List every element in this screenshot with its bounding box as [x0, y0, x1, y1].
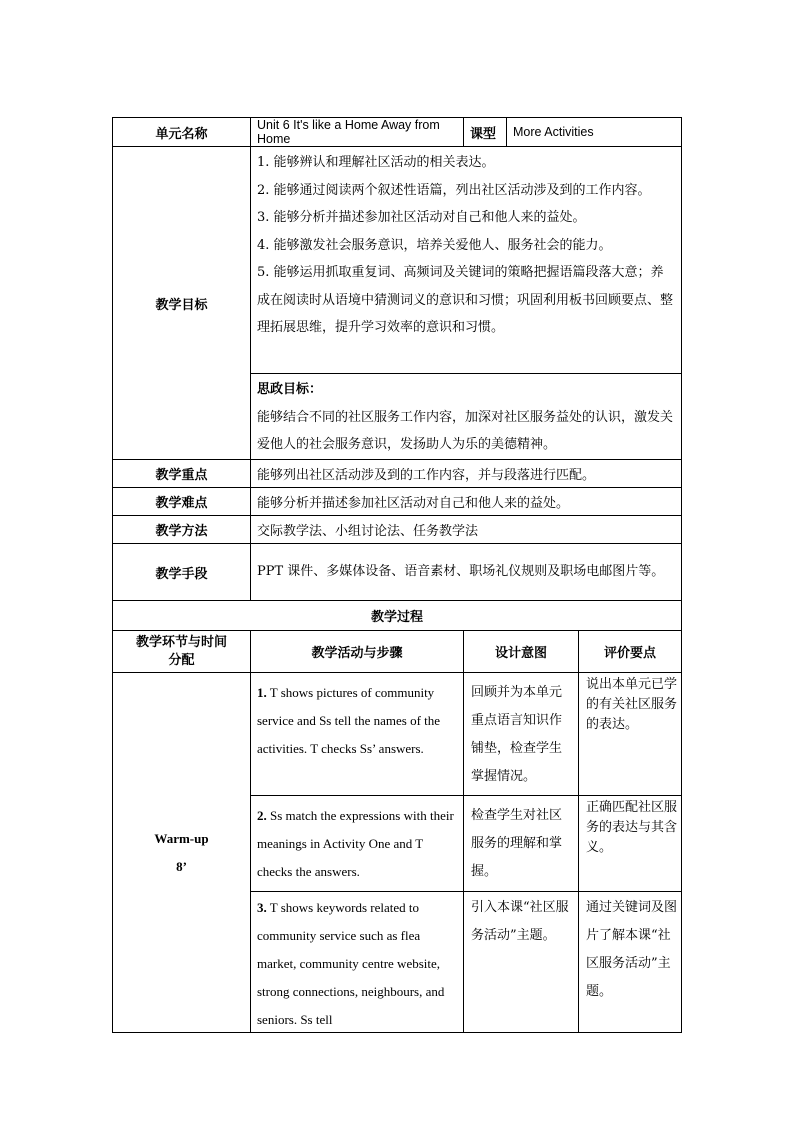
difficulties-value: 能够分析并描述参加社区活动对自己和他人来的益处。 [251, 488, 682, 516]
ideology-cell [251, 374, 682, 460]
intent-cell: 引入本课“社区服务活动”主题。 [464, 892, 579, 1033]
ideology-text: 能够结合不同的社区服务工作内容，加深对社区服务益处的认识，激发关爱他人的社会服务意识，发扬助人为乐的美德精神。 [257, 409, 674, 452]
objective-item: 2. 能够通过阅读两个叙述性语篇，列出社区活动涉及到的工作内容。 [257, 182, 651, 198]
eval-cell: 通过关键词及图片了解本课“社区服务活动”主题。 [579, 892, 682, 1033]
activity-cell [251, 796, 464, 892]
process-title-row [113, 601, 682, 631]
activity-text: T shows keywords related to community service such as flea market, community centre website, strong connections, neighbours, and seniors. Ss tell [257, 900, 445, 1027]
stage-column-header: 教学环节与时间分配 [113, 631, 251, 673]
activity-text: T shows pictures of community service and Ss tell the names of the activities. T checks Ss’ answers. [257, 685, 441, 756]
step-number: 3. [257, 900, 267, 915]
unit-name-label: 单元名称 [113, 118, 251, 147]
step-number: 1. [257, 685, 267, 700]
unit-name-value: Unit 6 It's like a Home Away from Home [251, 118, 464, 147]
table-row [113, 673, 682, 796]
key-points-row [113, 460, 682, 488]
objectives-list [251, 147, 682, 374]
objectives-label: 教学目标 [113, 147, 251, 460]
warm-up-stage [113, 673, 251, 1033]
eval-column-header: 评价要点 [579, 631, 682, 673]
methods-value: 交际教学法、小组讨论法、任务教学法 [251, 516, 682, 544]
lesson-type-label: 课型 [464, 118, 507, 147]
step-number: 2. [257, 808, 267, 823]
objectives-row [113, 147, 682, 374]
objective-item: 4. 能够激发社会服务意识，培养关爱他人、服务社会的能力。 [257, 237, 612, 253]
activity-cell [251, 673, 464, 796]
activity-cell [251, 892, 464, 1033]
objective-item: 5. 能够运用抓取重复词、高频词及关键词的策略把握语篇段落大意；养成在阅读时从语境中猜测词义的意识和习惯；巩固利用板书回顾要点、整理拓展思维，提升学习效率的意识和习惯。 [257, 265, 674, 335]
key-points-value: 能够列出社区活动涉及到的工作内容，并与段落进行匹配。 [251, 460, 682, 488]
process-title: 教学过程 [113, 601, 682, 631]
methods-label: 教学方法 [113, 516, 251, 544]
methods-row [113, 516, 682, 544]
ideology-title: 思政目标： [257, 382, 323, 397]
means-label: 教学手段 [113, 544, 251, 601]
eval-cell: 说出本单元已学的有关社区服务的表达。 [579, 673, 682, 796]
objective-item: 3. 能够分析并描述参加社区活动对自己和他人来的益处。 [257, 210, 586, 225]
means-value: PPT 课件、多媒体设备、语音素材、职场礼仪规则及职场电邮图片等。 [251, 544, 682, 601]
lesson-plan [112, 117, 681, 1033]
key-points-label: 教学重点 [113, 460, 251, 488]
eval-cell: 正确匹配社区服务的表达与其含义。 [579, 796, 682, 892]
lesson-plan-table [112, 117, 682, 1033]
intent-column-header: 设计意图 [464, 631, 579, 673]
header-row [113, 118, 682, 147]
process-header-row [113, 631, 682, 673]
difficulties-row [113, 488, 682, 516]
stage-time: 8’ [176, 858, 187, 874]
activity-column-header: 教学活动与步骤 [251, 631, 464, 673]
objective-item: 1. 能够辨认和理解社区活动的相关表达。 [257, 155, 495, 170]
intent-cell: 回顾并为本单元重点语言知识作铺垫，检查学生掌握情况。 [464, 673, 579, 796]
activity-text: Ss match the expressions with their meanings in Activity One and T checks the answers. [257, 808, 454, 879]
lesson-type-value: More Activities [507, 118, 682, 147]
stage-name: Warm-up [154, 830, 209, 846]
difficulties-label: 教学难点 [113, 488, 251, 516]
intent-cell: 检查学生对社区服务的理解和掌握。 [464, 796, 579, 892]
means-row [113, 544, 682, 601]
